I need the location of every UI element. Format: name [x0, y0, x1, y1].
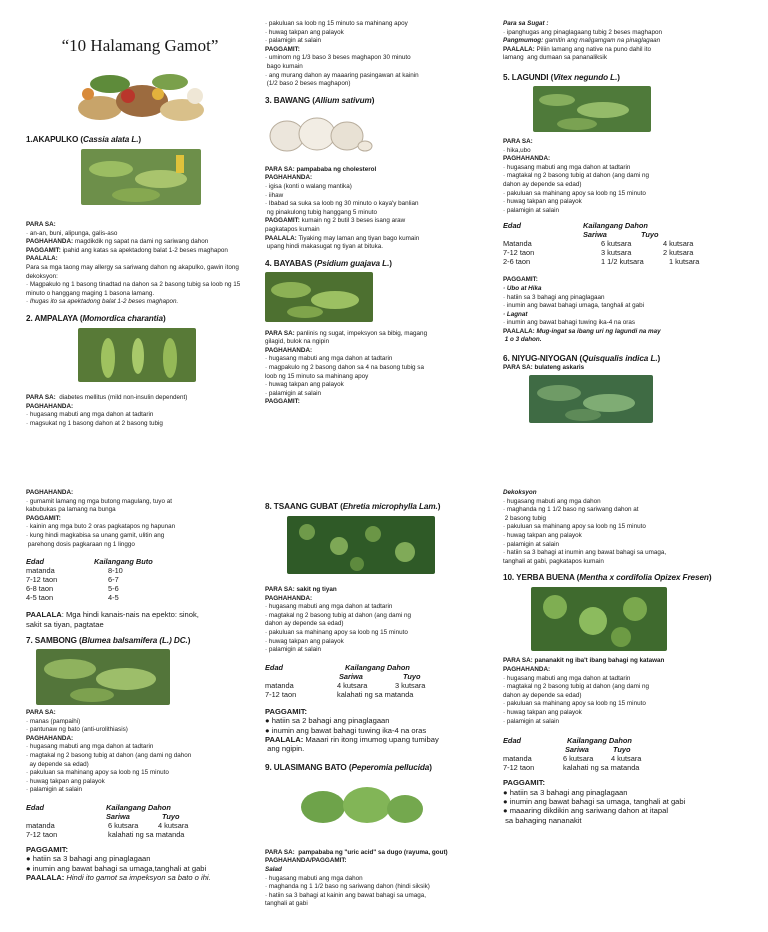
- text-line: · huwag takpan ang palayok: [265, 637, 344, 645]
- table-header: Edad: [26, 557, 45, 567]
- yerba-buena-dosage-table: [503, 736, 743, 772]
- para-sa-label: PARA SA:: [26, 221, 56, 228]
- text-line: · huwag takpan ang palayok: [265, 381, 344, 389]
- text-line: : Mga hindi kanais-nais na epekto: sinok,: [61, 610, 199, 620]
- ulasimang-leaf: [343, 787, 391, 823]
- tsaang-leaf: [365, 526, 381, 542]
- text-line: · magsukat ng 1 basong dahon at 2 basong tubig: [26, 419, 163, 427]
- text-line: · hugasang mabuti ang mga dahon at tadtarin: [26, 411, 154, 419]
- table-row: 7-12 taon kalahati ng sa matanda: [26, 829, 185, 839]
- para-sa-label: PARA SA:: [265, 329, 295, 337]
- paalala-label: PAALALA:: [265, 234, 297, 242]
- text-line: 2 basong tubig: [503, 514, 547, 522]
- bawang-image: [265, 108, 375, 154]
- tsaang-gubat-dosage-table: [265, 663, 495, 699]
- text-line: · hugasang mabuti ang mga dahon: [265, 874, 363, 882]
- text-line: Mug-ingat sa ibang uri ng lagundi na may: [534, 327, 661, 335]
- bayabas-leaf: [311, 291, 359, 309]
- paggamit-label: PAGGAMIT:: [26, 246, 61, 254]
- page-title: “10 Halamang Gamot”: [61, 36, 219, 55]
- text-line: · pakuluan sa mahinang apoy sa loob ng 15 minuto: [503, 189, 646, 197]
- column-3-bottom: [503, 489, 743, 825]
- ulasimang-leaf: [301, 791, 345, 823]
- text-line: · Lagnat: [503, 310, 528, 318]
- paggamit-label: PAGGAMIT:: [265, 217, 300, 225]
- text-line: ● hatiin sa 2 bahagi ang pinaglagaan: [265, 716, 390, 726]
- collage-leaves: [90, 75, 130, 93]
- table-header: Edad: [265, 662, 284, 672]
- paggamit-label: PAGGAMIT:: [265, 45, 300, 53]
- text-line: · huwag takpan ang palayok: [26, 777, 105, 785]
- text-line: Piliin lamang ang native na puno dahil ito: [534, 45, 651, 53]
- text-line: PARA SA: pananakit ng iba't ibang bahagi ng katawan: [503, 657, 665, 665]
- sambong-leaf: [44, 659, 96, 679]
- collage-bowl-left: [78, 96, 122, 120]
- table-header: Sariwa: [339, 671, 363, 681]
- table-row: 7-12 taon kalahati ng sa matanda: [503, 763, 640, 773]
- column-2-bottom: [265, 501, 495, 909]
- paalala-label: PAALALA:: [265, 734, 304, 744]
- table-header: Edad: [26, 802, 45, 812]
- collage-seeds: [152, 88, 164, 100]
- text-line: · pakuluan sa mahinang apoy sa loob ng 15 minuto: [265, 628, 408, 636]
- text-line: · hugasang mabuti ang mga dahon at tadtarin: [503, 163, 631, 171]
- akapulko-leaf: [112, 188, 160, 202]
- text-line: · magtakal ng 2 basong tubig at dahon (ang dami ng: [503, 683, 649, 691]
- text-line: PARA SA: bulateng askaris: [503, 364, 585, 372]
- text-line: · pakuluan sa mahinang apoy sa loob ng 15 minuto: [503, 700, 646, 708]
- text-line: lamang ang dumaan sa pananaliksik: [503, 54, 607, 62]
- akapulko-flower: [176, 155, 184, 173]
- ampalaya-image: [78, 328, 196, 382]
- table-row: 7-12 taon 3 kutsara 2 kutsara: [503, 248, 694, 258]
- bayabas-image: [265, 272, 373, 322]
- table-row: 6-8 taon 5-6: [26, 584, 119, 594]
- text-line: ay depende sa edad): [26, 760, 89, 768]
- text-line: · magtakal ng 2 basong tubig at dahon (ang dami ng: [265, 611, 411, 619]
- yerba-leaf: [623, 597, 647, 621]
- tsaang-gubat-heading: 8. TSAANG GUBAT (Ehretia microphylla Lam.): [265, 502, 441, 511]
- ulasimang-bato-heading: 9. ULASIMANG BATO (Peperomia pellucida): [265, 762, 432, 772]
- table-header: Kailangang Buto: [94, 557, 153, 567]
- text-line: · hugasang mabuti ang mga dahon at tadtarin: [265, 603, 393, 611]
- text-line: tanghali at gabi, pagkatapos kumain: [503, 557, 604, 565]
- yerba-buena-heading: 10. YERBA BUENA (Mentha x cordifolia Opizex Fresen): [503, 573, 712, 583]
- text-line: ipahid ang katas sa apektadong balat 1-2 beses maghapon: [62, 246, 228, 254]
- collage-leaves-2: [152, 74, 188, 90]
- table-header: Kailangang Dahon: [345, 662, 410, 672]
- pangmumog-label: Pangmumog:: [503, 37, 544, 45]
- bayabas-leaf: [287, 306, 323, 318]
- table-row: 7-12 taon 6-7: [26, 575, 119, 585]
- text-line: · kung hindi magkabisa sa unang gamit, ulitin ang: [26, 531, 165, 539]
- salad-label: Salad: [265, 865, 282, 873]
- text-line: · Ibabad sa suka sa loob ng 30 minuto o kaya'y banlian: [265, 200, 419, 208]
- sambong-leaf: [96, 668, 156, 690]
- text-line: Para sa mga taong may allergy sa sariwang dahon ng akapulko, gawin itong dekoksyon:: [26, 263, 239, 280]
- paghahanda-label: PAGHAHANDA:: [26, 734, 74, 742]
- text-line: PARA SA: pampababa ng "uric acid" sa dugo (rayuma, gout): [265, 848, 448, 856]
- paggamit-label: PAGGAMIT:: [265, 398, 300, 406]
- text-line: · an-an, buni, alipunga, galis-aso: [26, 229, 118, 237]
- text-line: loob ng 15 minuto sa mahinang apoy: [265, 372, 369, 380]
- text-line: pagkatapos kumain: [265, 225, 320, 233]
- niyug-leaf: [583, 394, 635, 412]
- sambong-image: [36, 649, 170, 705]
- text-line: · hatiin sa 3 bahagi ang pinaglagaan: [503, 293, 605, 301]
- ampalaya-heading: 2. AMPALAYA (Momordica charantia): [26, 313, 166, 323]
- table-row: matanda 6 kutsara 4 kutsara: [26, 820, 189, 830]
- tsaang-leaf: [350, 557, 364, 571]
- para-sa-label: PARA SA:: [503, 137, 533, 145]
- text-line: · hatiin sa 3 bahagi at inumin ang bawat bahagi sa umaga,: [503, 549, 667, 557]
- text-line: · palamigin at salain: [265, 646, 322, 654]
- paghahanda-label: PAGHAHANDA:: [26, 489, 74, 496]
- text-line: · hatiin sa 3 bahagi at kainin ang bawat bahagi sa umaga,: [265, 891, 427, 899]
- text-line: · pakuluan sa loob ng 15 minuto sa mahinang apoy: [265, 20, 408, 27]
- paalala-label: PAALALA:: [26, 873, 65, 883]
- table-row: matanda 6 kutsara 4 kutsara: [503, 754, 642, 764]
- bayabas-leaf: [271, 282, 311, 298]
- ampalaya-fruit: [132, 338, 144, 374]
- text-line: · huwag takpan ang palayok: [265, 28, 344, 36]
- text-line: · hugasang mabuti ang mga dahon at tadtarin: [26, 743, 154, 751]
- text-line: · pakuluan sa mahinang apoy sa loob ng 15 minuto: [26, 769, 169, 777]
- text-line: diabetes mellitus (mild non-insulin dependent): [55, 393, 188, 401]
- niyug-leaf: [565, 409, 601, 421]
- text-line: · kainin ang mga buto 2 oras pagkatapos ng hapunan: [26, 523, 176, 531]
- text-line: · palamigin at salain: [503, 206, 560, 214]
- text-line: dahon ay depende sa edad): [503, 691, 582, 699]
- text-line: ● hatiin sa 3 bahagi ang pinaglagaan: [503, 787, 628, 797]
- ulasimang-bato-image: [289, 779, 429, 835]
- table-header: Sariwa: [565, 745, 589, 755]
- paggamit-label: PAGGAMIT:: [265, 706, 308, 716]
- text-line: dahon ay depende sa edad): [503, 180, 582, 188]
- text-line: · palamigin at salain: [503, 717, 560, 725]
- text-line: · hugasang mabuti ang mga dahon at tadtarin: [265, 355, 393, 363]
- paggamit-label: PAGGAMIT:: [26, 514, 61, 522]
- akapulko-heading: 1.AKAPULKO (Cassia alata L.): [26, 135, 142, 144]
- column-2-top: [265, 20, 495, 407]
- text-line: dahon ay depende sa edad): [265, 620, 344, 628]
- tsaang-leaf: [330, 537, 348, 555]
- text-line: · palamigin at salain: [265, 389, 322, 397]
- text-line: · pakuluan sa mahinang apoy sa loob ng 15 minuto: [503, 523, 646, 531]
- garlic-clove: [358, 141, 372, 151]
- text-line: PARA SA: pampababa ng cholesterol: [265, 165, 377, 173]
- text-line: Hindi ito gamot sa impeksyon sa bato o ihi.: [64, 873, 211, 883]
- text-line: · gumamit lamang ng mga butong magulang, tuyo at: [26, 497, 172, 505]
- text-line: · Magpakulo ng 1 basong tinadtad na dahon sa 2 basong tubig sa loob ng 15 minuto o hanggang maging 1 basona lamang.: [26, 281, 241, 297]
- text-line: kabubukas pa lamang na bunga: [26, 506, 116, 514]
- text-line: PARA SA: sakit ng tiyan: [265, 586, 337, 593]
- lagundi-leaf: [539, 94, 575, 106]
- ampalaya-fruit: [163, 338, 177, 378]
- text-line: · magpakulo ng 2 basong dahon sa 4 na basong tubig sa: [265, 364, 424, 372]
- yerba-leaf: [579, 607, 607, 635]
- text-line: · hugasang mabuti ang mga dahon: [503, 497, 601, 505]
- paggamit-label: PAGGAMIT:: [26, 844, 69, 854]
- table-row: Matanda 6 kutsara 4 kutsara: [503, 239, 694, 249]
- sambong-leaf: [70, 688, 114, 702]
- para-sa-label: PARA SA:: [26, 708, 56, 716]
- ampalaya-fruit: [101, 338, 115, 378]
- text-line: · palamigin at salain: [265, 37, 322, 45]
- text-line: (1/2 baso 2 beses maghapon): [265, 80, 351, 88]
- column-3-top: [503, 20, 743, 423]
- text-line: · palamigin at salain: [26, 786, 83, 794]
- text-line: · huwag takpan ang palayok: [503, 531, 582, 539]
- lagundi-dosage-table: [503, 221, 743, 266]
- text-line: · huwag takpan ang palayok: [503, 708, 582, 716]
- paggamit-label: PAGGAMIT:: [503, 276, 538, 284]
- text-line: ● inumin ang bawat bahagi tuwing ika-4 na oras: [265, 725, 427, 735]
- akapulko-section: [26, 134, 252, 428]
- paghahanda-label: PAGHAHANDA:: [265, 174, 313, 182]
- bayabas-heading: 4. BAYABAS (Psidium guajava L.): [265, 258, 392, 268]
- text-line: bago kumain: [265, 62, 303, 70]
- table-header: Sariwa: [583, 230, 607, 240]
- text-line: ● hatiin sa 3 bahagi ang pinaglagaan: [26, 854, 151, 864]
- column-1-bottom: [26, 489, 252, 883]
- text-line: · magtakal ng 2 basong tubig at dahon (ang dami ng: [503, 172, 649, 180]
- text-line: ● inumin ang bawat bahagi sa umaga, tanghali at gabi: [503, 796, 686, 806]
- paghahanda-label: PAGHAHANDA:: [265, 346, 313, 354]
- garlic-bulb: [299, 118, 335, 150]
- table-header: Edad: [503, 736, 522, 746]
- text-line: · Ubo at Hika: [503, 284, 542, 292]
- table-row: 7-12 taon kalahati ng sa matanda: [265, 689, 414, 699]
- text-line: · magtakal ng 2 basong tubig at dahon (ang dami ng dahon: [26, 751, 192, 759]
- text-line: tanghali at gabi: [265, 900, 308, 908]
- text-line: · pantunaw ng bato (anti-urolithiasis): [26, 726, 128, 734]
- table-header: Kailangang Dahon: [583, 221, 648, 231]
- paghahanda-label: PAGHAHANDA:: [503, 155, 551, 163]
- text-line: gilagid, bulok na ngipin: [265, 338, 330, 346]
- para-sa-sugat-label: Para sa Sugat :: [503, 20, 549, 27]
- table-header: Edad: [503, 221, 522, 231]
- text-line: magdikdik ng sapat na dami ng sariwang dahon: [74, 238, 209, 246]
- herbs-collage-image: [70, 66, 210, 128]
- bawang-heading: 3. BAWANG (Allium sativum): [265, 95, 375, 105]
- text-line: · Ihugas ito sa apektadong balat 1-2 beses maghapon.: [26, 298, 179, 306]
- table-header: Tuyo: [162, 811, 180, 821]
- table-header: Tuyo: [403, 671, 421, 681]
- lagundi-heading: 5. LAGUNDI (Vitex negundo L.): [503, 72, 620, 82]
- table-row: 4-5 taon 4-5: [26, 593, 119, 603]
- collage-powder: [82, 88, 94, 100]
- collage-garlic: [187, 88, 203, 104]
- niyug-niyogan-heading: 6. NIYUG-NIYOGAN (Quisqualis indica L.): [503, 354, 661, 364]
- table-header: Sariwa: [106, 811, 130, 821]
- text-line: 1 o 3 dahon.: [503, 336, 542, 344]
- paggamit-label: PAGGAMIT:: [503, 778, 546, 788]
- sambong-dosage-table: [26, 803, 252, 839]
- niyug-leaf: [537, 385, 581, 401]
- text-line: · igisa (konti o walang mantika): [265, 182, 352, 190]
- niyug-dosage-table: [26, 557, 252, 602]
- yerba-leaf: [611, 627, 631, 647]
- sambong-heading: 7. SAMBONG (Blumea balsamifera (L.) DC.): [26, 635, 191, 645]
- table-header: Kailangang Dahon: [567, 736, 632, 746]
- paalala-label: PAALALA: [26, 610, 62, 620]
- table-row: matanda 8-10: [26, 566, 123, 576]
- text-line: parehong dosis pagkaraan ng 1 linggo: [26, 540, 135, 548]
- table-header: Kailangang Dahon: [106, 802, 171, 812]
- text-line: ang ngipin.: [265, 744, 305, 754]
- tsaang-leaf: [395, 542, 415, 562]
- text-line: · ang murang dahon ay maaaring pasingawan at kainin: [265, 71, 419, 79]
- text-line: · uminom ng 1/3 baso 3 beses maghapon 30 minuto: [265, 54, 411, 62]
- paghahanda-label: PAGHAHANDA:: [503, 665, 551, 673]
- text-line: ng pinakulong tubig hanggang 5 minuto: [265, 208, 378, 216]
- paalala-label: PAALALA:: [503, 327, 535, 335]
- para-sa-label: PARA SA:: [26, 393, 56, 401]
- text-line: · manas (pampaihi): [26, 717, 81, 725]
- text-line: Maaari rin itong imumog upang tumibay: [303, 734, 439, 744]
- lagundi-leaf: [577, 102, 629, 118]
- text-line: · inumin ang bawat bahagi umaga, tanghali at gabi: [503, 302, 645, 310]
- lagundi-leaf: [557, 118, 597, 130]
- text-line: ● maaaring dikdikin ang sariwang dahon at itapal: [503, 806, 669, 816]
- text-line: sa bahaging nananakit: [503, 815, 582, 825]
- text-line: ● inumin ang bawat bahagi sa umaga,tanghali at gabi: [26, 863, 207, 873]
- niyug-niyogan-image: [529, 375, 653, 423]
- paghahanda-label: PAGHAHANDA:: [265, 594, 313, 602]
- akapulko-image: [81, 149, 201, 205]
- table-header: Tuyo: [641, 230, 659, 240]
- text-line: Tiyaking may laman ang tiyan bago kumain: [298, 234, 420, 242]
- table-row: matanda 4 kutsara 3 kutsara: [265, 680, 426, 690]
- ulasimang-leaf: [387, 795, 423, 823]
- text-line: panlinis ng sugat, impeksyon sa bibig, magang: [294, 329, 428, 337]
- text-line: gamitin ang maligamgam na pinaglagaan: [543, 37, 661, 45]
- paalala-label: PAALALA:: [26, 255, 58, 263]
- text-line: · maghanda ng 1 1/2 baso ng sariwang dahon (hindi siksik): [265, 883, 430, 891]
- tsaang-gubat-image: [287, 516, 435, 574]
- paghahanda-paggamit-label: PAGHAHANDA/PAGGAMIT:: [265, 857, 347, 865]
- text-line: · iihaw: [265, 191, 284, 199]
- tsaang-leaf: [299, 524, 315, 540]
- text-line: upang hindi makasugat ng tiyan at bituka.: [265, 243, 383, 251]
- text-line: · hugasang mabuti ang mga dahon at tadtarin: [503, 674, 631, 682]
- text-line: kumain ng 2 butil 3 beses isang araw: [301, 217, 406, 225]
- paghahanda-label: PAGHAHANDA:: [26, 238, 74, 246]
- akapulko-leaf: [89, 161, 133, 177]
- text-line: · palamigin at salain: [503, 540, 560, 548]
- text-line: · maghanda ng 1 1/2 baso ng sariwang dahon at: [503, 506, 639, 514]
- text-line: · huwag takpan ang palayok: [503, 198, 582, 206]
- lagundi-image: [533, 86, 651, 132]
- text-line: · hika,ubo: [503, 146, 531, 154]
- text-line: · inumin ang bawat bahagi tuwing ika-4 na oras: [503, 319, 635, 327]
- yerba-buena-image: [531, 587, 667, 651]
- text-line: · ipanghugas ang pinaglagaang tubig 2 beses maghapon: [503, 28, 662, 36]
- collage-berries: [121, 89, 135, 103]
- text-line: sakit sa tiyan, pagtatae: [26, 619, 104, 629]
- paghahanda-label: PAGHAHANDA:: [26, 402, 74, 410]
- dekoksyon-label: Dekoksyon: [503, 489, 537, 496]
- table-row: 2-6 taon 1 1/2 kutsara 1 kutsara: [503, 257, 700, 267]
- paalala-label: PAALALA:: [503, 45, 535, 53]
- table-header: Tuyo: [613, 745, 631, 755]
- yerba-leaf: [543, 595, 567, 619]
